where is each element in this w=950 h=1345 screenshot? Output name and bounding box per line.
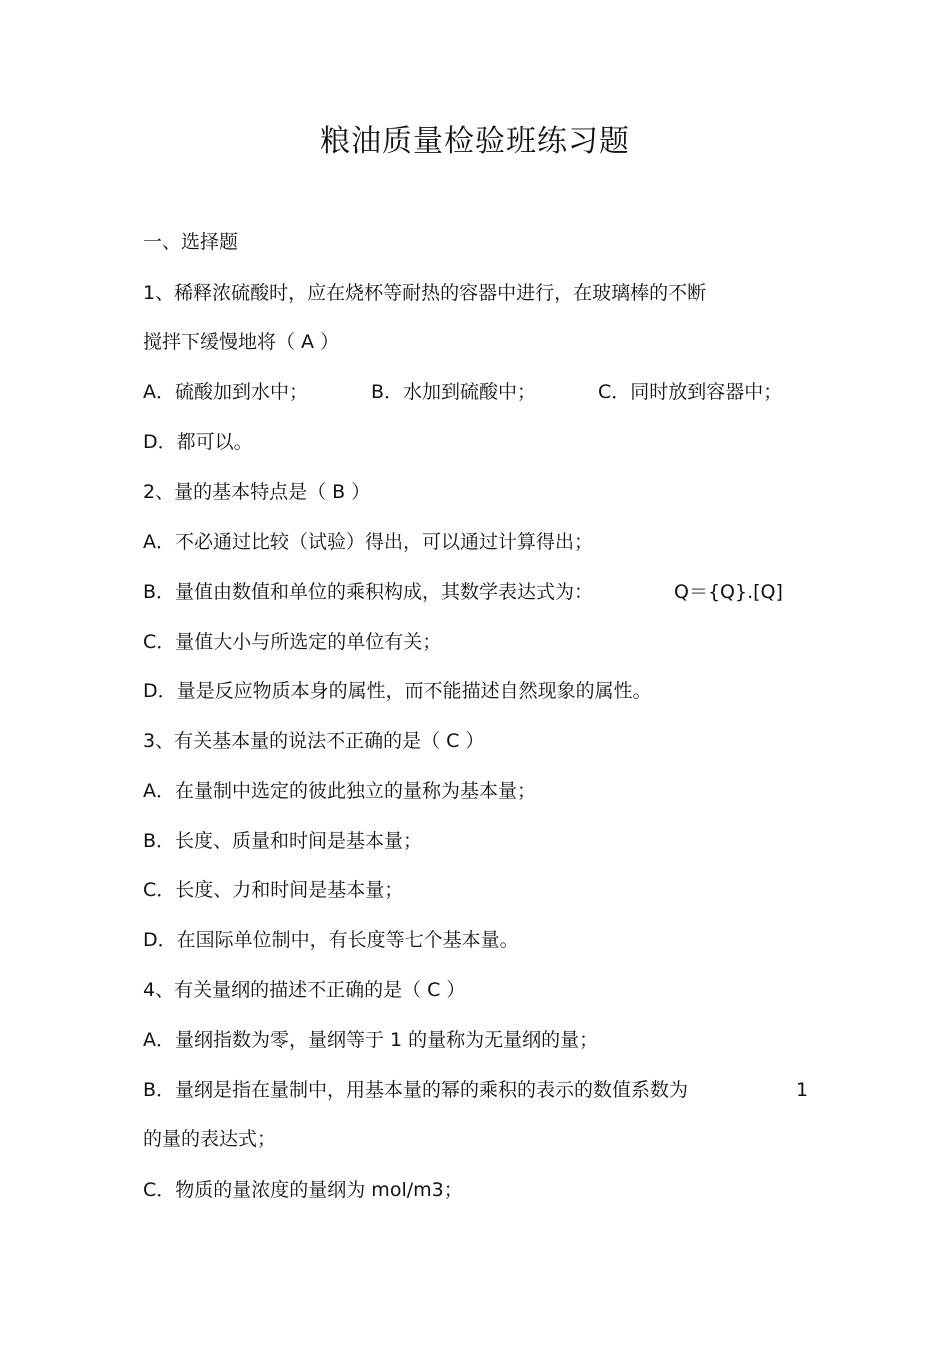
page-title: 粮油质量检验班练习题 [320,124,630,159]
question-1-option-a: A．硫酸加到水中； [143,381,308,403]
question-2-option-a: A．不必通过比较（试验）得出，可以通过计算得出； [143,531,593,553]
question-4-option-a: A．量纲指数为零，量纲等于 1 的量称为无量纲的量； [143,1029,599,1051]
question-3-option-d: D．在国际单位制中，有长度等七个基本量。 [143,929,519,951]
question-2-option-c: C．量值大小与所选定的单位有关； [143,631,442,653]
question-1-option-b: B．水加到硫酸中； [371,381,537,403]
question-4-option-b-line1: B．量纲是指在量制中，用基本量的幂的乘积的表示的数值系数为 [143,1079,689,1101]
question-4-option-b-line2: 的量的表达式； [143,1128,277,1150]
question-3-option-b: B．长度、质量和时间是基本量； [143,830,423,852]
question-1-option-d: D．都可以。 [143,431,253,453]
question-4-option-b-trailing: 1 [796,1079,809,1101]
question-2-option-d: D．量是反应物质本身的属性，而不能描述自然现象的属性。 [143,680,652,702]
question-3-option-c: C．长度、力和时间是基本量； [143,879,404,901]
question-3-option-a: A．在量制中选定的彼此独立的量称为基本量； [143,780,536,802]
question-1-stem-line2: 搅拌下缓慢地将（ A ） [143,331,340,353]
question-2-option-b-formula: Q＝{Q}.[Q] [674,581,783,603]
question-2-option-b: B．量值由数值和单位的乘积构成，其数学表达式为： [143,581,594,603]
question-4-stem: 4、有关量纲的描述不正确的是（ C ） [143,979,466,1001]
question-1-stem-line1: 1、稀释浓硫酸时，应在烧杯等耐热的容器中进行，在玻璃棒的不断 [143,282,707,304]
question-2-stem: 2、量的基本特点是（ B ） [143,481,371,503]
section-heading: 一、选择题 [143,231,239,253]
question-3-stem: 3、有关基本量的说法不正确的是（ C ） [143,730,485,752]
question-1-option-c: C．同时放到容器中； [598,381,783,403]
question-4-option-c: C．物质的量浓度的量纲为 mol/m3； [143,1179,463,1201]
